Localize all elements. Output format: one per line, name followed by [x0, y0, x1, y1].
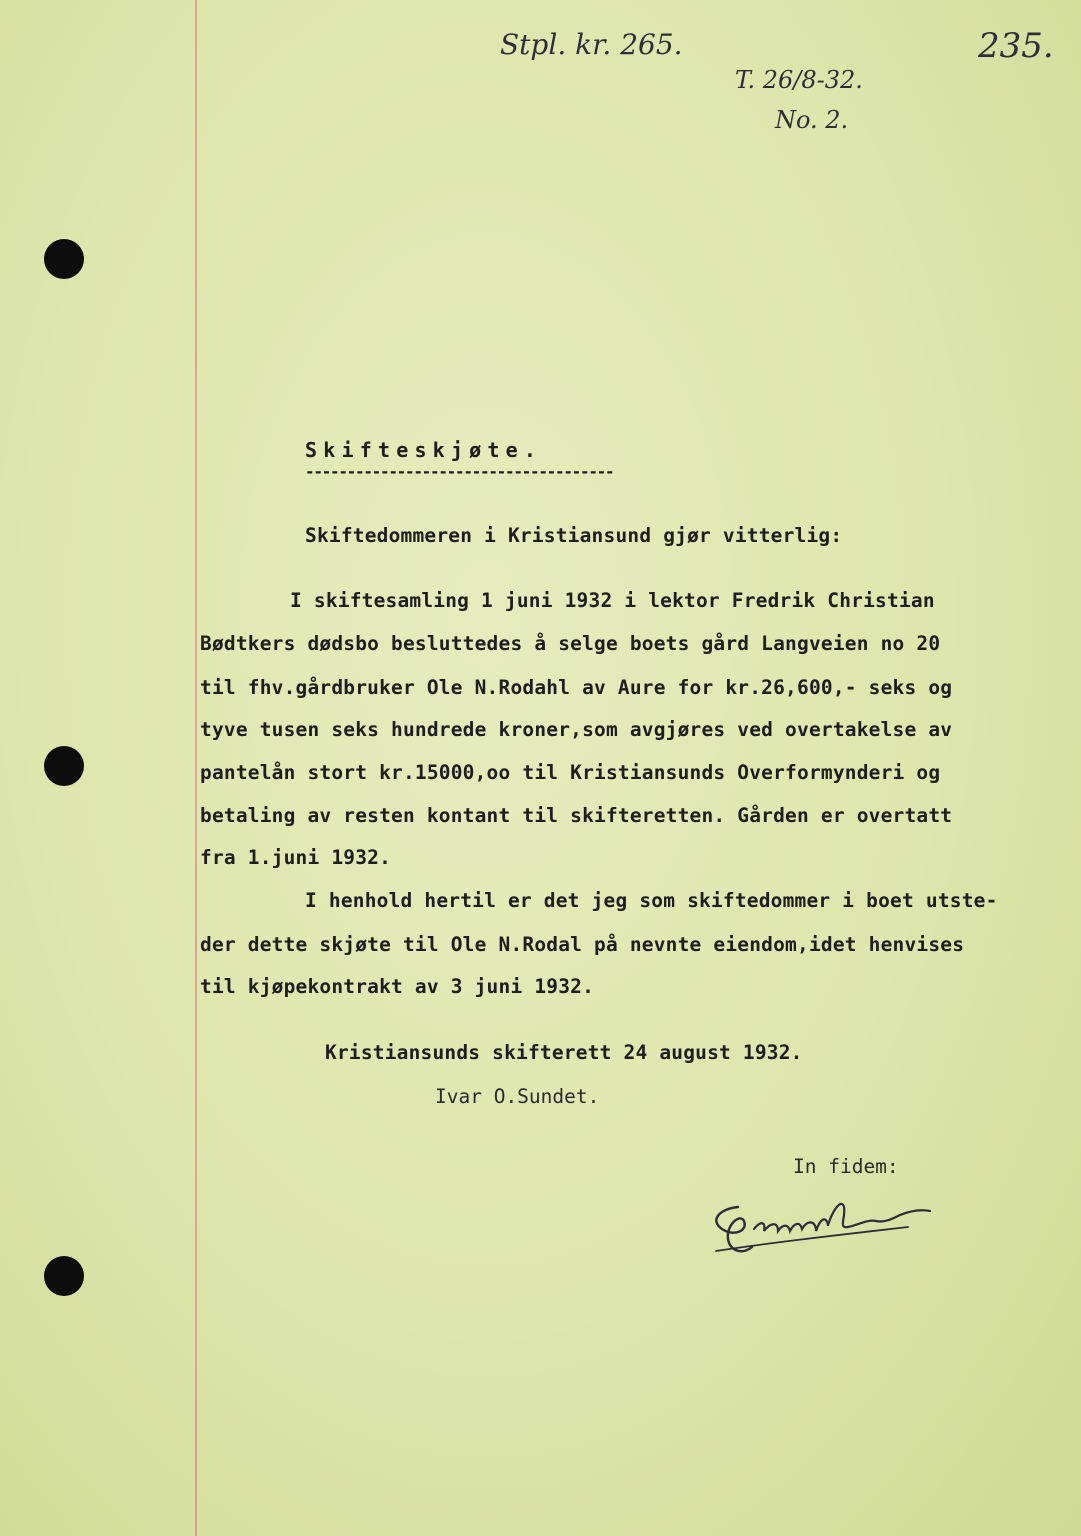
paragraph-line: betaling av resten kontant til skifteretten. Gården er overtatt: [200, 804, 953, 827]
paragraph-line: der dette skjøte til Ole N.Rodal på nevnte eiendom,idet henvises: [200, 933, 965, 956]
punch-hole: [44, 1256, 84, 1296]
punch-hole: [44, 746, 84, 786]
title-underline: -------------------------------------: [305, 462, 614, 481]
paragraph-line: tyve tusen seks hundrede kroner,som avgjøres ved overtakelse av: [200, 718, 953, 741]
paragraph-line: I henhold hertil er det jeg som skiftedommer i boet utste-: [305, 889, 998, 912]
signatory-name: Ivar O.Sundet.: [435, 1085, 600, 1108]
place-date-line: Kristiansunds skifterett 24 august 1932.: [325, 1041, 803, 1064]
handwritten-signature: [708, 1185, 938, 1265]
punch-hole: [44, 239, 84, 279]
paragraph-line: til fhv.gårdbruker Ole N.Rodahl av Aure for kr.26,600,- seks og: [200, 676, 953, 699]
intro-line: Skiftedommeren i Kristiansund gjør vitterlig:: [305, 524, 843, 547]
paragraph-line: pantelån stort kr.15000,oo til Kristiansunds Overformynderi og: [200, 761, 941, 784]
paragraph-line: I skiftesamling 1 juni 1932 i lektor Fredrik Christian: [290, 589, 935, 612]
paragraph-line: Bødtkers dødsbo besluttedes å selge boets gård Langveien no 20: [200, 632, 941, 655]
folio-reference: Stpl. kr. 265.: [500, 28, 683, 61]
document-title: Skifteskjøte.: [305, 438, 543, 462]
date-note: T. 26/8-32.: [735, 66, 863, 94]
paragraph-line: til kjøpekontrakt av 3 juni 1932.: [200, 975, 595, 998]
page-number: 235.: [978, 26, 1054, 66]
number-note: No. 2.: [775, 106, 849, 134]
paragraph-line: fra 1.juni 1932.: [200, 846, 392, 869]
margin-rule: [195, 0, 197, 1536]
in-fidem-label: In fidem:: [793, 1155, 899, 1178]
